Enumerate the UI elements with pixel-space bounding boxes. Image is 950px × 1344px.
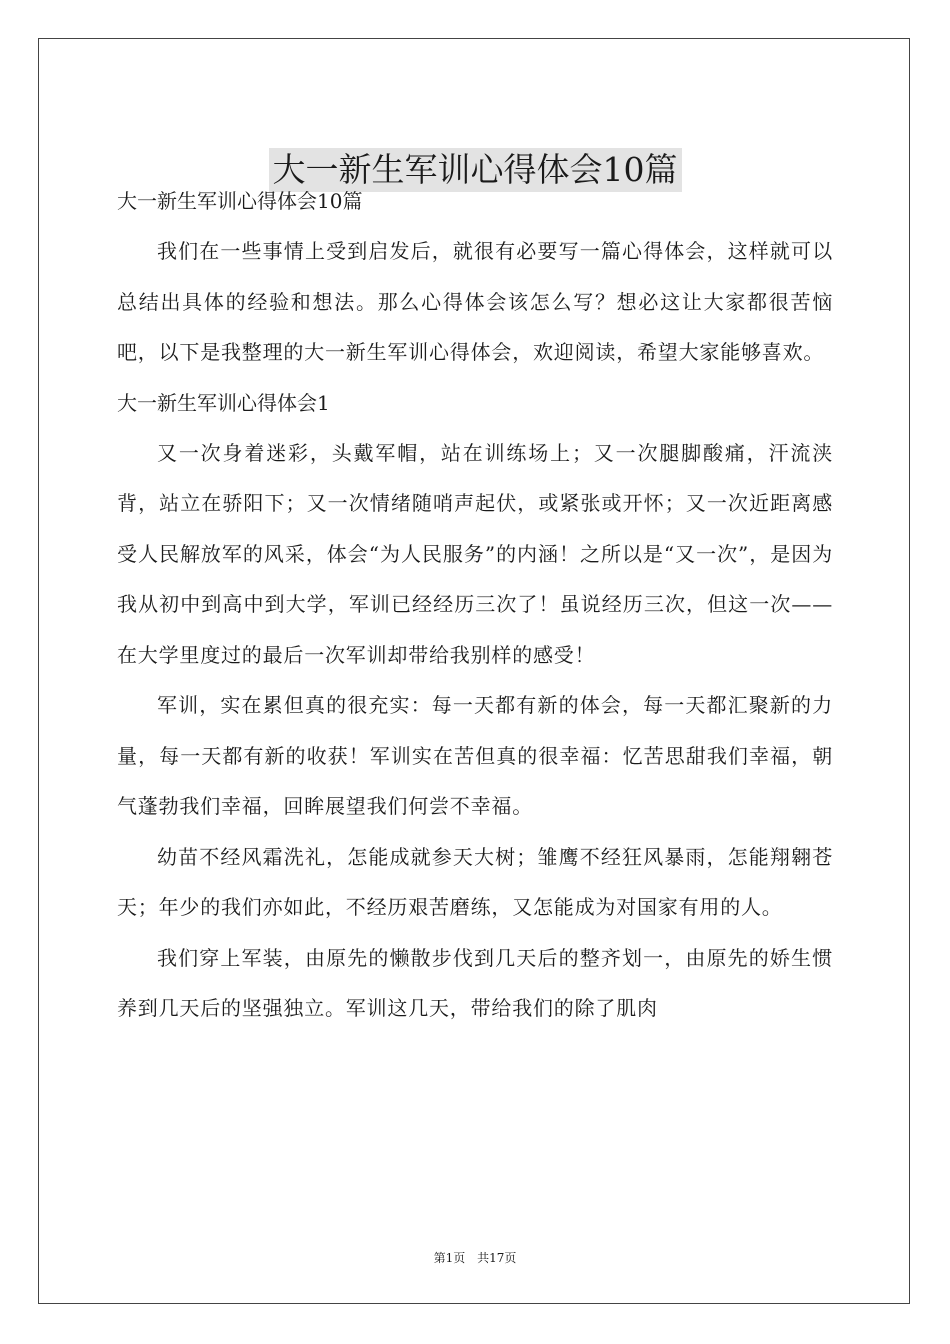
document-subtitle: 大一新生军训心得体会10篇 <box>117 189 363 213</box>
page-total: 共17页 <box>477 1251 517 1265</box>
body-paragraph: 又一次身着迷彩，头戴军帽，站在训练场上；又一次腿脚酸痛，汗流浃背，站立在骄阳下；又一次情绪随哨声起伏，或紧张或开怀；又一次近距离感受人民解放军的风采，体会“为人民服务”的内涵！之所以是“又一次”，是因为我从初中到高中到大学，军训已经经历三次了！虽说经历三次，但这一次——在大学里度过的最后一次军训却带给我别样的感受！ <box>117 440 833 667</box>
page-number: 第1页 <box>433 1251 466 1265</box>
body-paragraph: 幼苗不经风霜洗礼，怎能成就参天大树；雏鹰不经狂风暴雨，怎能翔翱苍天；年少的我们亦如此，不经历艰苦磨练，又怎能成为对国家有用的人。 <box>117 844 833 919</box>
page-footer <box>0 1250 950 1266</box>
intro-paragraph: 我们在一些事情上受到启发后，就很有必要写一篇心得体会，这样就可以总结出具体的经验和想法。那么心得体会该怎么写？想必这让大家都很苦恼吧，以下是我整理的大一新生军训心得体会，欢迎阅读，希望大家能够喜欢。 <box>117 239 833 364</box>
document-body <box>117 176 833 1034</box>
body-paragraph: 我们穿上军装，由原先的懒散步伐到几天后的整齐划一，由原先的娇生惯养到几天后的坚强独立。军训这几天，带给我们的除了肌肉 <box>117 945 833 1020</box>
section-heading: 大一新生军训心得体会1 <box>117 390 330 415</box>
body-paragraph: 军训，实在累但真的很充实：每一天都有新的体会，每一天都汇聚新的力量，每一天都有新的收获！军训实在苦但真的很幸福：忆苦思甜我们幸福，朝气蓬勃我们幸福，回眸展望我们何尝不幸福。 <box>117 693 833 818</box>
document-title: 大一新生军训心得体会10篇 <box>269 148 682 192</box>
